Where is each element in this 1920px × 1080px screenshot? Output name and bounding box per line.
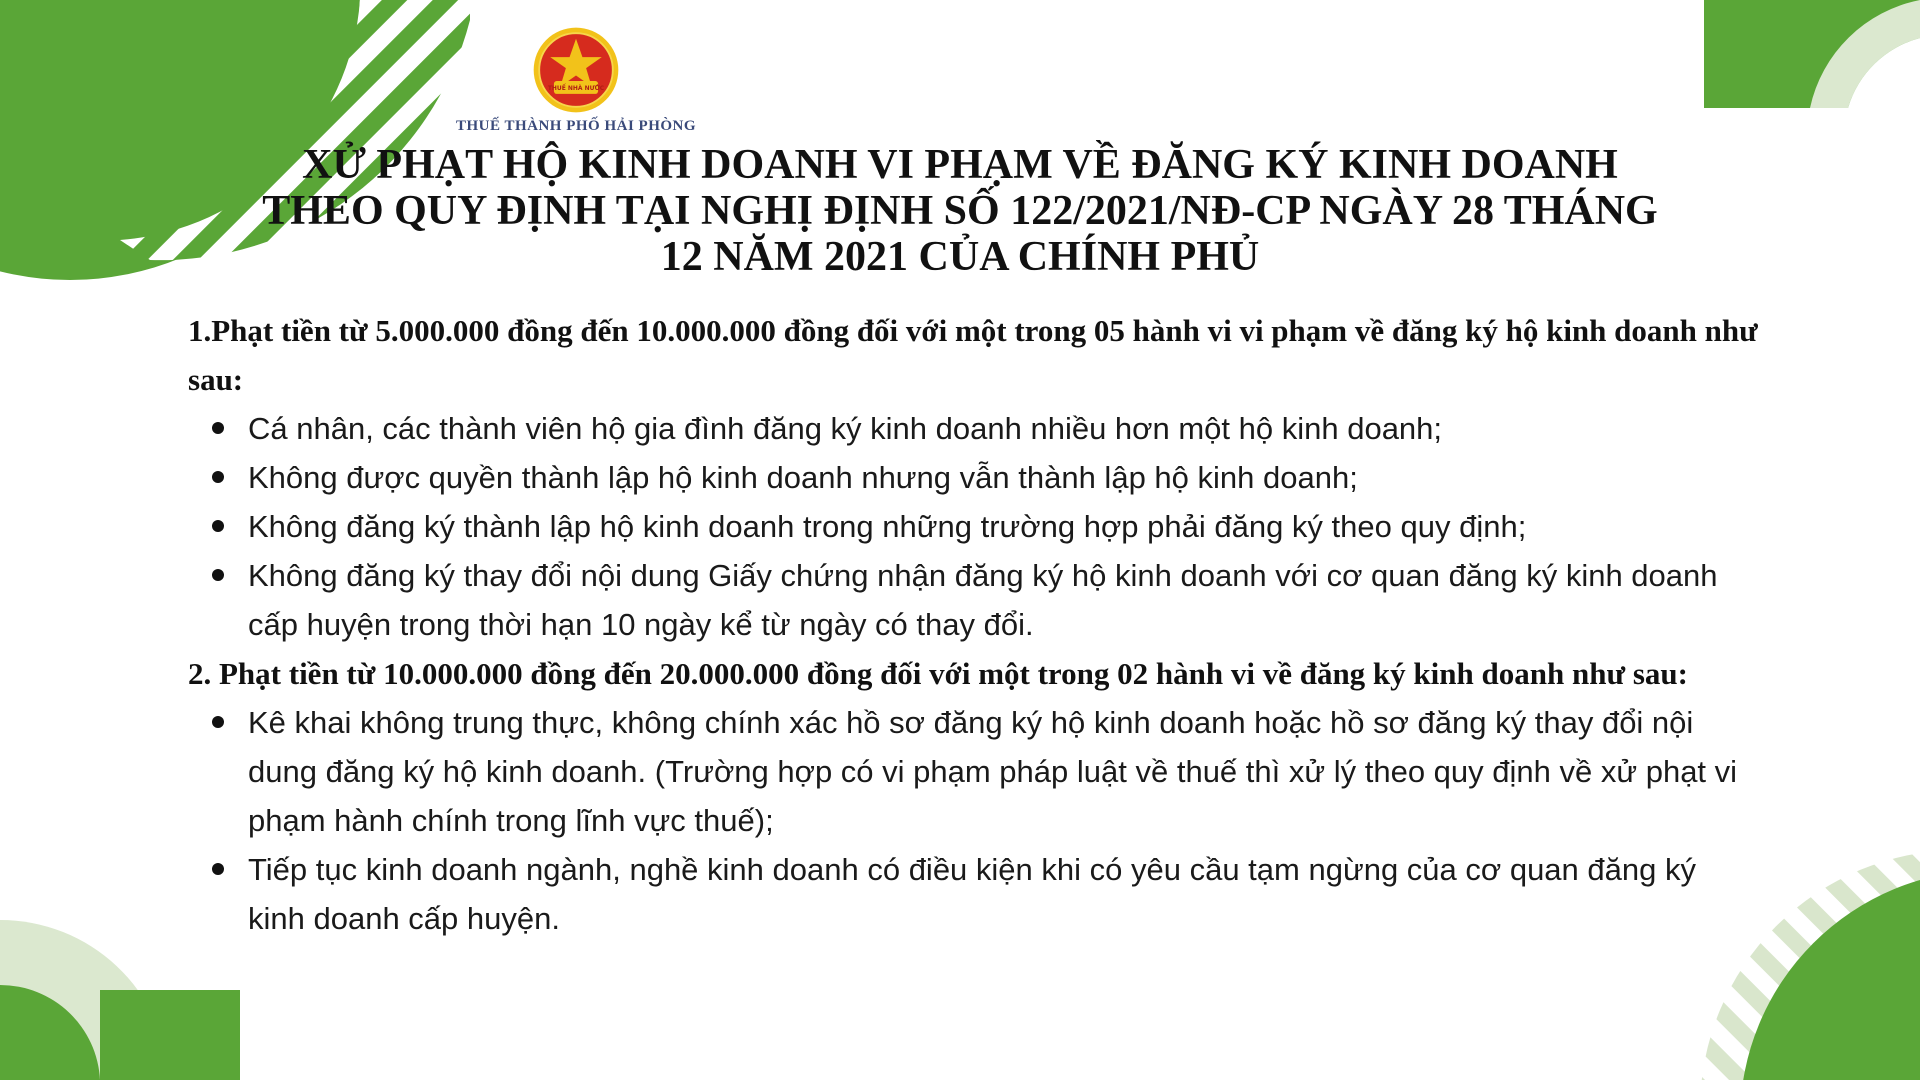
bottom-left-decoration bbox=[0, 920, 240, 1080]
list-item-text: Tiếp tục kinh doanh ngành, nghề kinh doanh có điều kiện khi có yêu cầu tạm ngừng của cơ quan đăng ký kinh doanh cấp huyện. bbox=[248, 852, 1696, 936]
bullet-icon bbox=[212, 422, 224, 434]
bullet-icon bbox=[212, 716, 224, 728]
list-item bbox=[188, 502, 1758, 551]
bullet-icon bbox=[212, 520, 224, 532]
list-item-text: Kê khai không trung thực, không chính xác hồ sơ đăng ký hộ kinh doanh hoặc hồ sơ đăng ký thay đổi nội dung đăng ký hộ kinh doanh. (Trường hợp có vi phạm pháp luật về thuế thì xử lý theo quy định về xử phạt vi phạm hành chính trong lĩnh vực thuế); bbox=[248, 705, 1738, 838]
page-title bbox=[180, 142, 1740, 280]
list-item-text: Không đăng ký thành lập hộ kinh doanh trong những trường hợp phải đăng ký theo quy định; bbox=[248, 509, 1527, 544]
document-body bbox=[188, 306, 1758, 943]
header bbox=[436, 24, 716, 135]
bullet-icon bbox=[212, 471, 224, 483]
list-item-text: Không được quyền thành lập hộ kinh doanh nhưng vẫn thành lập hộ kinh doanh; bbox=[248, 460, 1358, 495]
list-item-text: Cá nhân, các thành viên hộ gia đình đăng ký kinh doanh nhiều hơn một hộ kinh doanh; bbox=[248, 411, 1443, 446]
emblem-text: THUẾ NHÀ NƯỚC bbox=[547, 85, 605, 93]
title-line-2: THEO QUY ĐỊNH TẠI NGHỊ ĐỊNH SỐ 122/2021/NĐ-CP NGÀY 28 THÁNG bbox=[262, 188, 1658, 234]
title-line-3: 12 NĂM 2021 CỦA CHÍNH PHỦ bbox=[660, 234, 1260, 280]
title-line-1: XỬ PHẠT HỘ KINH DOANH VI PHẠM VỀ ĐĂNG KÝ KINH DOANH bbox=[302, 142, 1618, 188]
top-right-decoration bbox=[1704, 0, 1920, 108]
list-item bbox=[188, 698, 1758, 845]
list-item bbox=[188, 404, 1758, 453]
list-item bbox=[188, 453, 1758, 502]
bullet-icon bbox=[212, 863, 224, 875]
section-2-list bbox=[188, 698, 1758, 943]
section-1-heading: 1.Phạt tiền từ 5.000.000 đồng đến 10.000.000 đồng đối với một trong 05 hành vi vi phạm về đăng ký hộ kinh doanh như sau: bbox=[188, 313, 1758, 397]
list-item bbox=[188, 551, 1758, 649]
section-2 bbox=[188, 649, 1758, 943]
section-1-list bbox=[188, 404, 1758, 649]
section-2-heading: 2. Phạt tiền từ 10.000.000 đồng đến 20.000.000 đồng đối với một trong 02 hành vi về đăng ký kinh doanh như sau: bbox=[188, 656, 1688, 691]
list-item-text: Không đăng ký thay đổi nội dung Giấy chứng nhận đăng ký hộ kinh doanh với cơ quan đăng ký kinh doanh cấp huyện trong thời hạn 10 ngày kể từ ngày có thay đổi. bbox=[248, 558, 1718, 642]
organization-name: THUẾ THÀNH PHỐ HẢI PHÒNG bbox=[455, 118, 697, 134]
section-1 bbox=[188, 306, 1758, 649]
tax-emblem-icon bbox=[530, 24, 622, 116]
bullet-icon bbox=[212, 569, 224, 581]
list-item bbox=[188, 845, 1758, 943]
